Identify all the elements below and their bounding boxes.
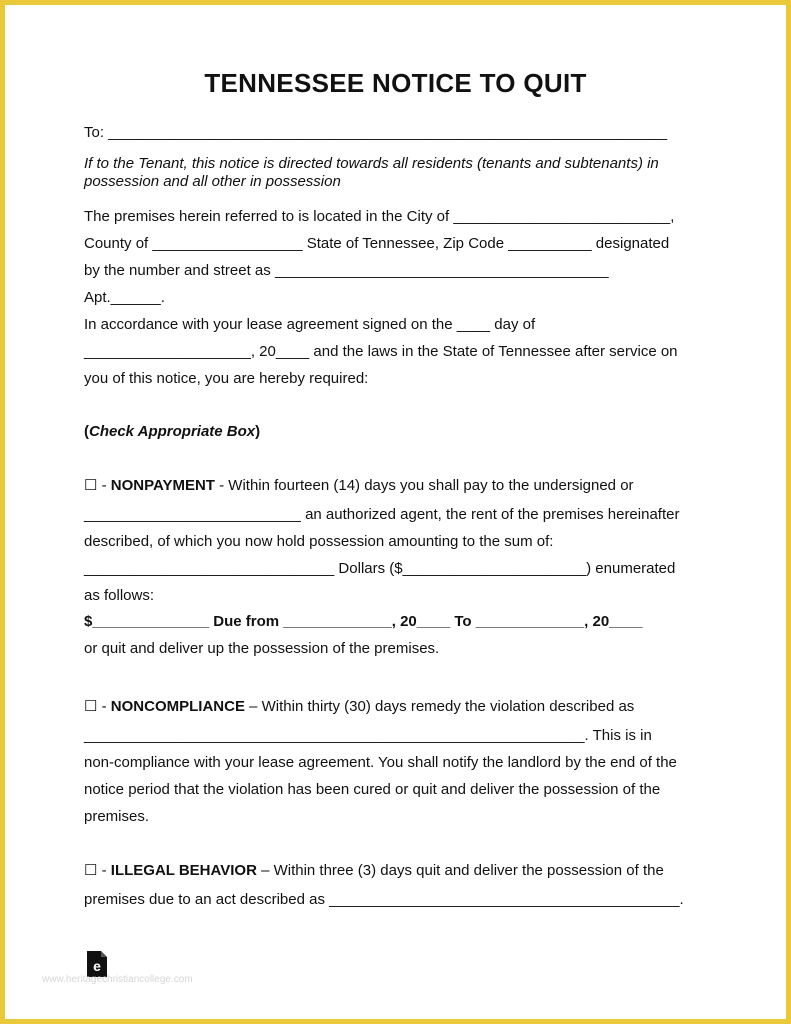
illegal-behavior-option: ☐ - ILLEGAL BEHAVIOR – Within three (3) days quit and deliver the possession of the [84,862,664,879]
footer-watermark: www.heritagechristiancollege.com [42,974,193,985]
nonpayment-line-4: as follows: [84,587,155,604]
nonpayment-closing: or quit and deliver up the possession of the premises. [84,640,440,657]
illegal-behavior-line-2: premises due to an act described as __________________________________________. [84,891,684,908]
document-page [5,5,786,1019]
to-line: To: ___________________________________________________________________ [84,124,668,141]
premises-line-7: you of this notice, you are hereby required: [84,370,369,387]
noncompliance-line-2: non-compliance with your lease agreement. You shall notify the landlord by the end of the [84,754,677,771]
nonpayment-label: NONPAYMENT [110,477,215,494]
illegal-behavior-checkbox[interactable]: ☐ - [84,862,111,879]
nonpayment-checkbox[interactable]: ☐ - [84,477,111,494]
premises-line-6: ____________________, 20____ and the laws in the State of Tennessee after service on [84,343,678,360]
noncompliance-line-3: notice period that the violation has been cured or quit and deliver the possession of the [84,781,661,798]
tenant-note-line-2: possession and all other in possession [84,173,341,190]
page-title: TENNESSEE NOTICE TO QUIT [204,68,587,98]
svg-text:e: e [93,958,101,974]
premises-line-5: In accordance with your lease agreement signed on the ____ day of [84,316,536,333]
premises-line-3: by the number and street as ________________________________________ [84,262,609,279]
noncompliance-label: NONCOMPLIANCE [110,698,245,715]
check-instruction: (Check Appropriate Box) [84,423,261,440]
nonpayment-line-3: ______________________________ Dollars ($______________________) enumerated [84,560,676,577]
nonpayment-line-1: __________________________ an authorized agent, the rent of the premises hereinafter [84,506,680,523]
premises-line-4: Apt.______. [84,289,165,306]
noncompliance-option: ☐ - NONCOMPLIANCE – Within thirty (30) days remedy the violation described as [84,698,635,715]
illegal-behavior-label: ILLEGAL BEHAVIOR [110,862,257,879]
tenant-note-line-1: If to the Tenant, this notice is directed towards all residents (tenants and subtenants) in [84,155,659,172]
premises-line-2: County of __________________ State of Tennessee, Zip Code __________ designated [84,235,670,252]
premises-line-1: The premises herein referred to is located in the City of __________________________, [84,208,675,225]
nonpayment-option: ☐ - NONPAYMENT - Within fourteen (14) days you shall pay to the undersigned or [84,477,634,494]
noncompliance-checkbox[interactable]: ☐ - [84,698,111,715]
noncompliance-line-4: premises. [84,808,150,825]
noncompliance-line-1: ____________________________________________________________. This is in [84,727,652,744]
nonpayment-due-line: $______________ Due from _____________, 20____ To _____________, 20____ [84,613,643,630]
nonpayment-line-2: described, of which you now hold possession amounting to the sum of: [84,533,554,550]
